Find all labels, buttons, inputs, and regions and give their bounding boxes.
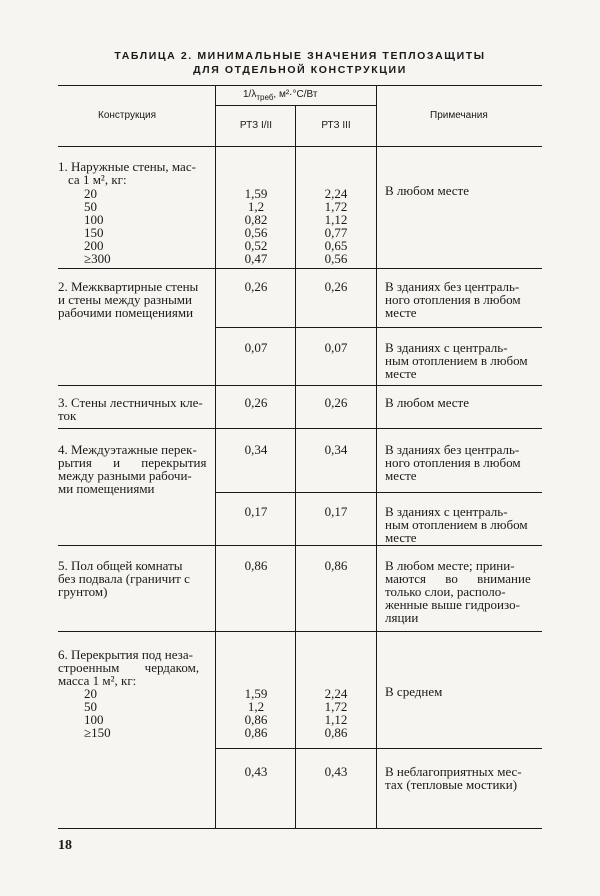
- rule-header-bottom: [58, 146, 542, 147]
- row2a-rtz1-value: 0,26: [244, 279, 268, 294]
- row3-rtz2-value: 0,26: [324, 395, 348, 410]
- row6-extra-note-line-2: тах (тепловые мостики): [385, 777, 518, 792]
- row4a-note-line-1: В зданиях без централь-: [385, 442, 520, 457]
- row1-rtz1-value: 0,56: [244, 225, 268, 240]
- row6-mass-label: 100: [84, 712, 104, 727]
- header-rtz2: РТЗ III: [321, 120, 351, 131]
- row2-construction-line-2: и стены между разными: [58, 292, 192, 307]
- header-resistance-unit: , м²·°С/Вт: [273, 89, 318, 100]
- row2a-note-line-2: ного отопления в любом: [385, 292, 521, 307]
- rule-row4-mid: [216, 492, 542, 493]
- row6-rtz2-value: 1,12: [324, 712, 348, 727]
- row2a-note-line-1: В зданиях без централь-: [385, 279, 520, 294]
- row6-rtz2-value: 0,86: [324, 725, 348, 740]
- row6-mass-label: ≥150: [84, 725, 111, 740]
- rule-row4-bottom: [58, 545, 542, 546]
- row2b-note-line-3: месте: [385, 366, 417, 381]
- row2a-rtz2-value: 0,26: [324, 279, 348, 294]
- row6-rtz1-value: 0,86: [244, 712, 268, 727]
- row4a-note-line-3: месте: [385, 468, 417, 483]
- header-construction: Конструкция: [98, 110, 157, 121]
- row4-construction-line-3: между разными рабочи-: [58, 468, 192, 483]
- row6-extra-rtz2-value: 0,43: [324, 764, 348, 779]
- row2-construction-line-3: рабочими помещениями: [58, 305, 194, 320]
- row4-construction-line-1: 4. Междуэтажные перек-: [58, 442, 197, 457]
- row1-rtz1-value: 0,47: [244, 251, 268, 266]
- row1-rtz2-value: 2,24: [324, 186, 348, 201]
- row2a-note-line-3: месте: [385, 305, 417, 320]
- row6-mass-label: 50: [84, 699, 97, 714]
- row6-construction-line-3: масса 1 м², кг:: [58, 673, 137, 688]
- row1-rtz1-value: 1,59: [244, 186, 268, 201]
- row3-rtz1-value: 0,26: [244, 395, 268, 410]
- row6-rtz1-value: 1,2: [247, 699, 265, 714]
- row4a-note-line-2: ного отопления в любом: [385, 455, 521, 470]
- row5-rtz1-value: 0,86: [244, 558, 268, 573]
- row2b-note-line-2: ным отоплением в любом: [385, 353, 528, 368]
- row1-rtz2-value: 0,56: [324, 251, 348, 266]
- row1-mass-label: 200: [84, 238, 104, 253]
- rule-col-3: [376, 85, 377, 828]
- row6-extra-note-line-1: В неблагоприятных мес-: [385, 764, 522, 779]
- row4b-note-line-2: ным отоплением в любом: [385, 517, 528, 532]
- row5-construction-line-1: 5. Пол общей комнаты: [58, 558, 183, 573]
- row1-mass-label: 150: [84, 225, 104, 240]
- row6-rtz2-value: 2,24: [324, 686, 348, 701]
- row3-construction-line-1: 3. Стены лестничных кле-: [58, 395, 203, 410]
- rule-top: [58, 85, 542, 86]
- row6-rtz1-value: 0,86: [244, 725, 268, 740]
- rule-row6-mid: [216, 748, 542, 749]
- row1-mass-label: 50: [84, 199, 97, 214]
- row6-mass-label: 20: [84, 686, 97, 701]
- row5-note-line-3: только слои, располо-: [385, 584, 506, 599]
- row4b-rtz2-value: 0,17: [324, 504, 348, 519]
- row6-rtz1-value: 1,59: [244, 686, 268, 701]
- row4b-note-line-1: В зданиях с централь-: [385, 504, 508, 519]
- header-resistance-sub: треб: [256, 93, 274, 102]
- rule-header-mid: [216, 105, 376, 106]
- row6-construction-line-1: 6. Перекрытия под неза-: [58, 647, 193, 662]
- row1-construction-line-1: 1. Наружные стены, мас-: [58, 159, 196, 174]
- header-rtz1: РТЗ I/II: [239, 120, 273, 131]
- header-resistance: [243, 89, 317, 104]
- page-number: 18: [58, 838, 72, 853]
- row1-rtz1-value: 0,82: [244, 212, 268, 227]
- row5-note-line-5: ляции: [385, 610, 419, 625]
- row6-note: В среднем: [385, 684, 443, 699]
- row6-rtz2-value: 1,72: [324, 699, 348, 714]
- row1-mass-label: 100: [84, 212, 104, 227]
- row5-note-line-4: женные выше гидроизо-: [385, 597, 520, 612]
- row4b-note-line-3: месте: [385, 530, 417, 545]
- row3-note: В любом месте: [385, 395, 470, 410]
- row1-rtz2-value: 1,72: [324, 199, 348, 214]
- row1-rtz2-value: 0,65: [324, 238, 348, 253]
- row5-construction-line-2: без подвала (граничит с: [58, 571, 190, 586]
- row5-construction-line-3: грунтом): [58, 584, 108, 599]
- row1-rtz2-value: 0,77: [324, 225, 348, 240]
- row5-note-line-2: маются во внимание: [385, 571, 531, 586]
- rule-row5-bottom: [58, 631, 542, 632]
- row2b-rtz2-value: 0,07: [324, 340, 348, 355]
- table-title-line-1: ТАБЛИЦА 2. МИНИМАЛЬНЫЕ ЗНАЧЕНИЯ ТЕПЛОЗАЩИТЫ: [114, 50, 486, 62]
- row1-note: В любом месте: [385, 183, 470, 198]
- row1-rtz1-value: 0,52: [244, 238, 268, 253]
- rule-row2-bottom: [58, 385, 542, 386]
- row3-construction-line-2: ток: [58, 408, 77, 423]
- rule-row1-bottom: [58, 268, 542, 269]
- header-resistance-main: 1/λ: [243, 89, 257, 100]
- row1-mass-label: ≥300: [84, 251, 111, 266]
- row5-rtz2-value: 0,86: [324, 558, 348, 573]
- row1-rtz1-value: 1,2: [247, 199, 265, 214]
- rule-row3-bottom: [58, 428, 542, 429]
- header-notes: Примечания: [430, 110, 488, 121]
- row1-mass-label: 20: [84, 186, 97, 201]
- row4a-rtz1-value: 0,34: [244, 442, 268, 457]
- row4-construction-line-4: ми помещениями: [58, 481, 155, 496]
- row2-construction-line-1: 2. Межквартирные стены: [58, 279, 199, 294]
- row4b-rtz1-value: 0,17: [244, 504, 268, 519]
- row2b-note-line-1: В зданиях с централь-: [385, 340, 508, 355]
- row4a-rtz2-value: 0,34: [324, 442, 348, 457]
- rule-bottom: [58, 828, 542, 829]
- row1-rtz2-value: 1,12: [324, 212, 348, 227]
- row2b-rtz1-value: 0,07: [244, 340, 268, 355]
- row4-construction-line-2: рытия и перекрытия: [58, 455, 207, 470]
- row5-note-line-1: В любом месте; прини-: [385, 558, 515, 573]
- table-title-line-2: ДЛЯ ОТДЕЛЬНОЙ КОНСТРУКЦИИ: [193, 64, 407, 76]
- row6-construction-line-2: строенным чердаком,: [58, 660, 200, 675]
- rule-row2-mid: [216, 327, 542, 328]
- row1-construction-line-2: са 1 м², кг:: [68, 172, 127, 187]
- row6-extra-rtz1-value: 0,43: [244, 764, 268, 779]
